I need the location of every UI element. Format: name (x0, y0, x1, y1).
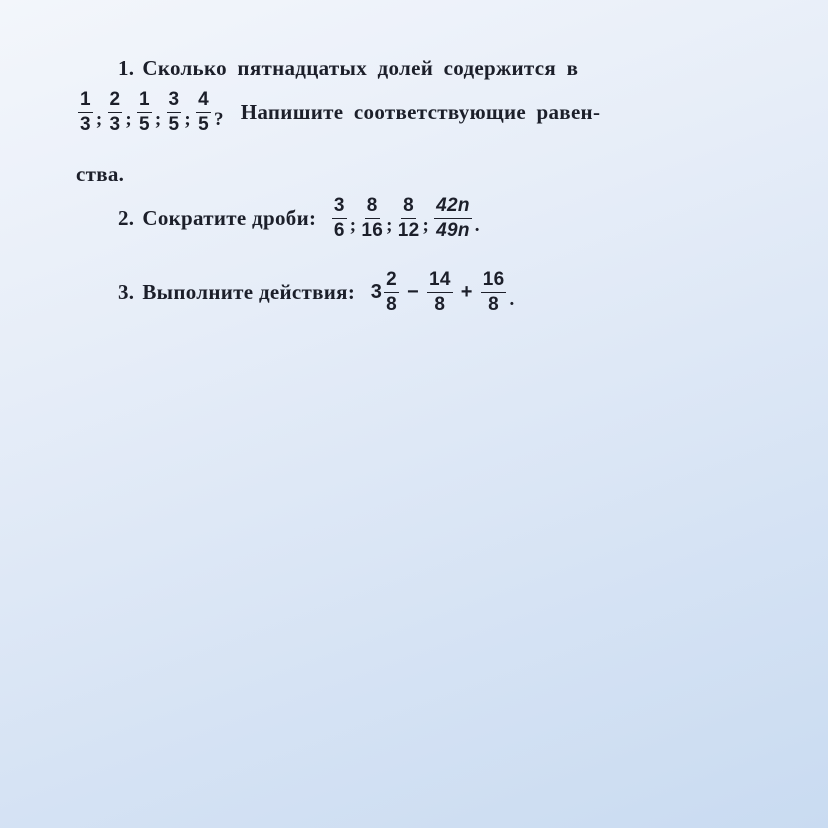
problem-1-line-1 (118, 56, 578, 81)
denominator: 16 (361, 219, 384, 241)
fraction (361, 196, 383, 241)
separator: ; (125, 109, 133, 131)
separator: ; (422, 215, 430, 237)
numerator: 1 (78, 90, 93, 113)
fraction (481, 270, 507, 315)
separator: ; (349, 215, 357, 237)
problem-3 (118, 270, 518, 315)
numerator: 2 (108, 90, 123, 113)
separator: ; (386, 215, 393, 237)
problem-number: 3. (118, 279, 135, 304)
problem-number: 2. (118, 205, 135, 230)
fraction (167, 90, 182, 135)
numerator: 3 (332, 196, 347, 219)
problem-3-label: Выполните действия: (142, 279, 356, 304)
problem-1 (76, 56, 601, 186)
fraction (78, 90, 93, 135)
period: . (509, 289, 515, 311)
fraction (434, 196, 472, 241)
problem-number: 1. (118, 56, 135, 80)
separator: ; (95, 109, 103, 131)
numerator: 4 (196, 90, 211, 113)
problem-1-text-2: Напишите соответствующие равен- (240, 99, 601, 124)
denominator: 6 (333, 219, 345, 241)
numerator: 3 (167, 90, 182, 113)
minus-operator: − (407, 280, 419, 303)
denominator: 49n (436, 219, 470, 241)
denominator: 8 (386, 293, 398, 315)
denominator: 5 (139, 113, 150, 135)
problem-2 (118, 196, 483, 241)
problem-1-text-1: Сколько пятнадцатых долей содержится в (142, 56, 579, 80)
plus-operator: + (460, 280, 473, 303)
whole-part: 3 (370, 280, 383, 303)
denominator: 12 (397, 219, 420, 241)
numerator: 2 (384, 270, 399, 293)
denominator: 5 (168, 113, 180, 135)
numerator: 1 (137, 90, 152, 113)
fraction (384, 270, 399, 315)
question-mark: ? (213, 109, 224, 131)
problem-1-text-3: ства. (76, 162, 125, 186)
problem-1-line-2 (76, 90, 600, 135)
separator: ; (154, 109, 162, 131)
period: . (474, 215, 480, 237)
denominator: 5 (198, 113, 209, 135)
denominator: 8 (434, 293, 446, 315)
numerator: 16 (481, 270, 507, 293)
denominator: 3 (109, 113, 121, 135)
fraction (427, 270, 453, 315)
separator: ; (184, 109, 192, 131)
fraction (332, 196, 347, 241)
fraction (108, 90, 123, 135)
problem-2-label: Сократите дроби: (142, 205, 317, 230)
numerator: 8 (365, 196, 380, 219)
numerator: 8 (401, 196, 416, 219)
fraction (398, 196, 420, 241)
fraction (137, 90, 152, 135)
denominator: 8 (488, 293, 500, 315)
numerator: 14 (427, 270, 453, 293)
numerator: 42n (434, 196, 472, 219)
fraction (196, 90, 211, 135)
denominator: 3 (80, 113, 91, 135)
